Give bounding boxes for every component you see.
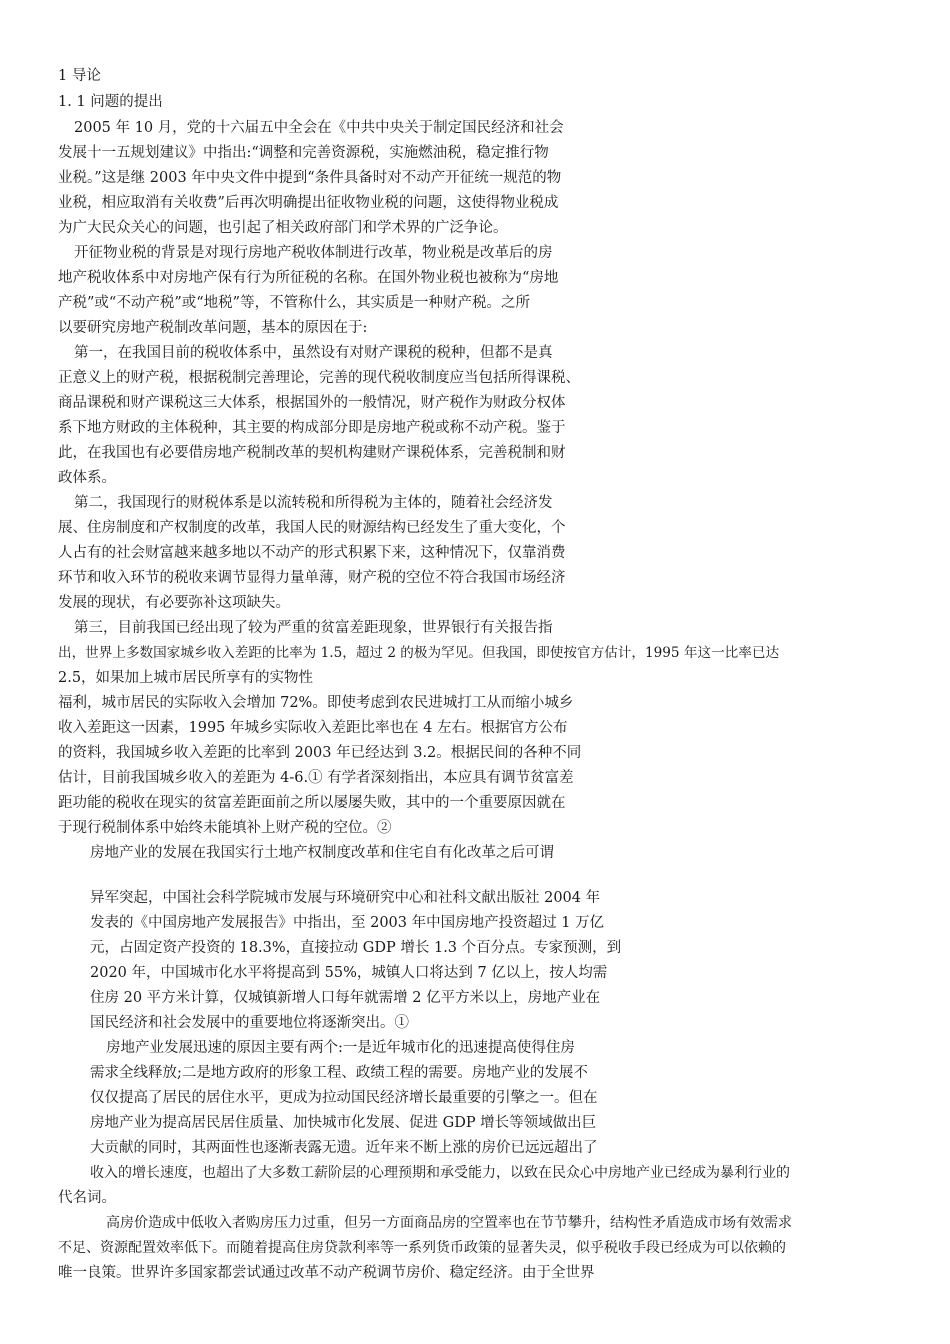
body-line: 估计，目前我国城乡收入的差距为 4-6.① 有学者深刻指出，本应具有调节贫富差 (58, 770, 574, 786)
body-line: 收入的增长速度，也超出了大多数工薪阶层的心理预期和承受能力，以致在民众心中房地产业已经成为暴利行业的 (90, 1165, 790, 1181)
body-line: 2020 年，中国城市化水平将提高到 55%，城镇人口将达到 7 亿以上，按人均需 (90, 965, 608, 981)
body-line: 此，在我国也有必要借房地产税制改革的契机构建财产课税体系，完善税制和财 (58, 445, 566, 461)
body-line: 业税。”这是继 2003 年中央文件中提到“条件具备时对不动产开征统一规范的物 (58, 170, 562, 186)
body-line: 出，世界上多数国家城乡收入差距的比率为 1.5，超过 2 的极为罕见。但我国，即使按官方估计，1995 年这一比率已达 (58, 645, 780, 661)
body-line: 系下地方财政的主体税种，其主要的构成部分即是房地产税或称不动产税。鉴于 (58, 420, 566, 436)
body-line: 需求全线释放;二是地方政府的形象工程、政绩工程的需要。房地产业的发展不 (90, 1065, 588, 1081)
body-line: 地产税收体系中对房地产保有行为所征税的名称。在国外物业税也被称为“房地 (58, 270, 559, 286)
body-line: 发展十一五规划建议》中指出:“调整和完善资源税，实施燃油税，稳定推行物 (58, 145, 549, 161)
body-line: 于现行税制体系中始终未能填补上财产税的空位。② (58, 820, 392, 836)
body-line: 人占有的社会财富越来越多地以不动产的形式积累下来，这种情况下，仅靠消费 (58, 545, 566, 561)
body-line: 房地产业发展迅速的原因主要有两个:一是近年城市化的迅速提高使得住房 (106, 1040, 575, 1056)
body-line: 第一，在我国目前的税收体系中，虽然设有对财产课税的税种，但都不是真 (74, 345, 553, 361)
body-line: 房地产业为提高居民居住质量、加快城市化发展、促进 GDP 增长等领域做出巨 (90, 1115, 597, 1131)
body-line: 产税”或“不动产税”或“地税”等，不管称什么，其实质是一种财产税。之所 (58, 295, 531, 311)
body-line: 仅仅提高了居民的居住水平，更成为拉动国民经济增长最重要的引擎之一。但在 (90, 1090, 598, 1106)
body-line: 福利，城市居民的实际收入会增加 72%。即使考虑到农民进城打工从而缩小城乡 (58, 695, 574, 711)
body-line: 国民经济和社会发展中的重要地位将逐渐突出。① (90, 1015, 409, 1031)
heading-chapter: 1 导论 (58, 68, 101, 84)
body-line: 唯一良策。世界许多国家都尝试通过改革不动产税调节房价、稳定经济。由于全世界 (58, 1265, 595, 1281)
body-line: 不足、资源配置效率低下。而随着提高住房贷款利率等一系列货币政策的显著失灵，似乎税收手段已经成为可以依赖的 (58, 1240, 786, 1256)
body-line: 2.5，如果加上城市居民所享有的实物性 (58, 670, 314, 686)
body-line: 业税，相应取消有关收费”后再次明确提出征收物业税的问题，这使得物业税成 (58, 195, 559, 211)
body-line: 发表的《中国房地产发展报告》中指出，至 2003 年中国房地产投资超过 1 万亿 (90, 915, 605, 931)
body-line: 高房价造成中低收入者购房压力过重，但另一方面商品房的空置率也在节节攀升，结构性矛盾造成市场有效需求 (106, 1215, 792, 1231)
body-line: 发展的现状，有必要弥补这项缺失。 (58, 595, 290, 611)
body-line: 展、住房制度和产权制度的改革，我国人民的财源结构已经发生了重大变化，个 (58, 520, 566, 536)
body-line: 收入差距这一因素，1995 年城乡实际收入差距比率也在 4 左右。根据官方公布 (58, 720, 568, 736)
body-line: 2005 年 10 月，党的十六届五中全会在《中共中央关于制定国民经济和社会 (74, 120, 564, 136)
body-line: 房地产业的发展在我国实行土地产权制度改革和住宅自有化改革之后可谓 (90, 845, 554, 861)
body-line: 大贡献的同时，其两面性也逐渐表露无遗。近年来不断上涨的房价已远远超出了 (90, 1140, 598, 1156)
body-line: 代名词。 (58, 1190, 116, 1206)
body-line: 第三，目前我国已经出现了较为严重的贫富差距现象，世界银行有关报告指 (74, 620, 553, 636)
body-line: 住房 20 平方米计算，仅城镇新增人口每年就需增 2 亿平方米以上，房地产业在 (90, 990, 601, 1006)
heading-section: 1. 1 问题的提出 (58, 94, 163, 110)
body-line: 距功能的税收在现实的贫富差距面前之所以屡屡失败，其中的一个重要原因就在 (58, 795, 566, 811)
body-line: 政体系。 (58, 470, 116, 486)
body-line: 元，占固定资产投资的 18.3%，直接拉动 GDP 增长 1.3 个百分点。专家预测，到 (90, 940, 622, 956)
body-line: 环节和收入环节的税收来调节显得力量单薄，财产税的空位不符合我国市场经济 (58, 570, 566, 586)
body-line: 为广大民众关心的问题，也引起了相关政府部门和学术界的广泛争论。 (58, 220, 508, 236)
body-line: 商品课税和财产课税这三大体系，根据国外的一般情况，财产税作为财政分权体 (58, 395, 566, 411)
body-line: 开征物业税的背景是对现行房地产税收体制进行改革，物业税是改革后的房 (74, 245, 553, 261)
body-line: 以要研究房地产税制改革问题，基本的原因在于: (58, 320, 368, 336)
body-line: 的资料，我国城乡收入差距的比率到 2003 年已经达到 3.2。根据民间的各种不同 (58, 745, 582, 761)
body-line: 第二，我国现行的财税体系是以流转税和所得税为主体的，随着社会经济发 (74, 495, 553, 511)
body-line: 异军突起，中国社会科学院城市发展与环境研究中心和社科文献出版社 2004 年 (90, 890, 601, 906)
body-line: 正意义上的财产税，根据税制完善理论，完善的现代税收制度应当包括所得课税、 (58, 370, 580, 386)
